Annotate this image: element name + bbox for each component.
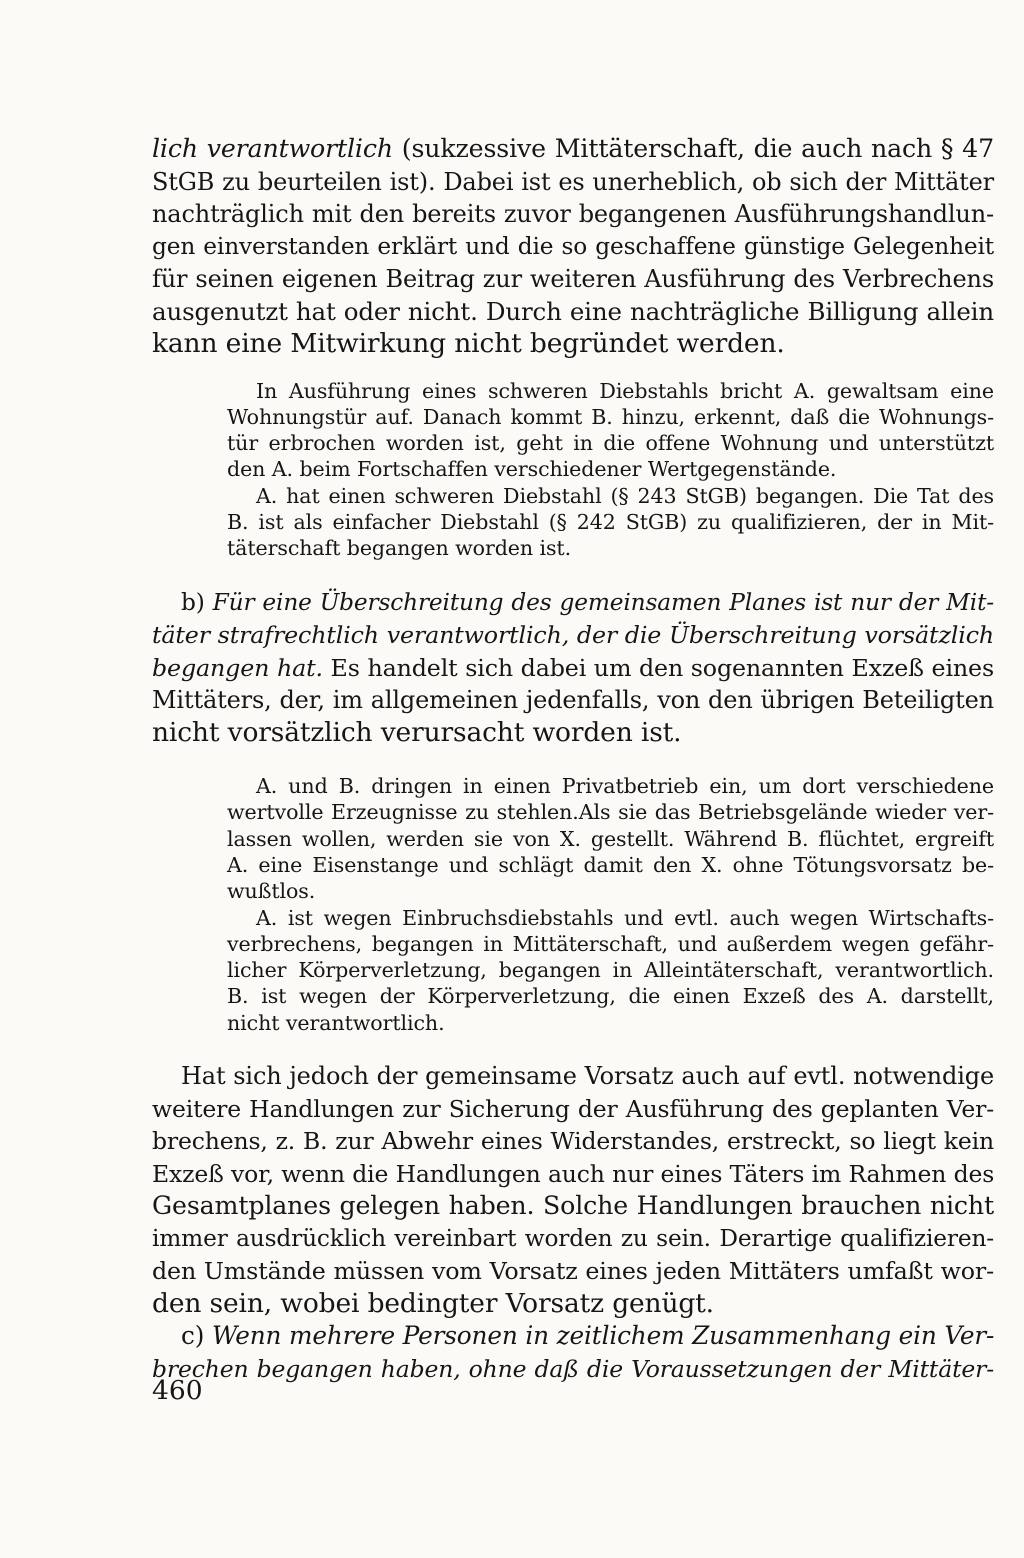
example-1 [227,378,994,562]
italic-phrase: Wenn mehrere Personen in zeitlichem Zusammenhang ein Ver- [211,1321,995,1351]
page-number: 460 [152,1375,203,1406]
example-line: den A. beim Fortschaffen verschiedener Wertgegenstände. [227,457,837,482]
text-line: weitere Handlungen zur Sicherung der Ausführung des geplanten Ver- [152,1094,994,1123]
example-line: In Ausführung eines schweren Diebstahls bricht A. gewaltsam eine [256,378,994,403]
text-line: nicht vorsätzlich verursacht worden ist. [152,716,682,748]
italic-phrase: Für eine Überschreitung des gemeinsamen Planes ist nur der Mit- [212,588,994,616]
paragraph-b [152,587,994,750]
example-line: B. ist wegen der Körperverletzung, die einen Exzeß des A. darstellt, [227,984,994,1009]
text-line: Hat sich jedoch der gemeinsame Vorsatz auch auf evtl. notwendige [181,1062,994,1091]
example-line: B. ist als einfacher Diebstahl (§ 242 StGB) zu qualifizieren, der in Mit- [227,509,994,534]
example-line: A. ist wegen Einbruchsdiebstahls und evtl. auch wegen Wirtschafts- [256,905,994,930]
paragraph-exzess [152,1060,994,1320]
example-line: A. eine Eisenstange und schlägt damit den X. ohne Tötungsvorsatz be- [227,852,994,877]
text-line [152,652,994,685]
example-line: A. und B. dringen in einen Privatbetrieb ein, um dort verschiedene [256,774,994,799]
example-line: täterschaft begangen worden ist. [227,536,572,561]
text-line: gen einverstanden erklärt und die so geschaffene günstige Gelegenheit [152,232,994,260]
paragraph-c [152,1320,994,1385]
text-line [152,1320,994,1353]
example-line: licher Körperverletzung, begangen in Alleintäterschaft, verantwortlich. [227,958,994,983]
text-line: StGB zu beurteilen ist). Dabei ist es unerheblich, ob sich der Mittäter [152,167,994,196]
example-line: nicht verantwortlich. [227,1010,445,1035]
text-line: den Umstände müssen vom Vorsatz eines jeden Mittäters umfaßt wor- [152,1257,994,1286]
example-line: Wohnungstür auf. Danach kommt B. hinzu, erkennt, daß die Wohnungs- [227,404,994,429]
italic-phrase: lich verantwortlich [152,134,393,163]
text-line [152,587,994,620]
list-label: c) [181,1321,212,1351]
text-line: Mittäters, der, im allgemeinen jedenfalls, von den übrigen Beteiligten [152,686,994,715]
text-line: brechens, z. B. zur Abwehr eines Widerstandes, erstreckt, so liegt kein [152,1127,994,1156]
example-line: A. hat einen schweren Diebstahl (§ 243 StGB) begangen. Die Tat des [256,483,994,508]
text-line: täter strafrechtlich verantwortlich, der die Überschreitung vorsätzlich [152,621,994,650]
page-content [152,133,994,1385]
text-line: Exzeß vor, wenn die Handlungen auch nur eines Täters im Rahmen des [152,1159,995,1188]
text-line: ausgenutzt hat oder nicht. Durch eine nachträgliche Billigung allein [152,296,994,326]
text-line [152,133,994,166]
list-label: b) [181,588,213,616]
text-line: nachträglich mit den bereits zuvor begangenen Ausführungshandlun- [152,200,994,228]
example-2 [227,773,994,1036]
italic-phrase: begangen hat. [152,653,323,682]
text-run: (sukzessive Mittäterschaft, die auch nach § 47 [392,134,994,163]
text-line: immer ausdrücklich vereinbart worden zu sein. Derartige qualifizieren- [152,1224,994,1252]
text-line: Gesamtplanes gelegen haben. Solche Handlungen brauchen nicht [152,1191,994,1221]
text-run: Es handelt sich dabei um den sogenannten Exzeß eines [322,653,994,682]
example-line: wußtlos. [227,879,316,904]
example-line: wertvolle Erzeugnisse zu stehlen.Als sie das Betriebsgelände wieder ver- [227,800,994,825]
text-line: kann eine Mitwirkung nicht begründet werden. [152,328,785,359]
text-line: für seinen eigenen Beitrag zur weiteren Ausführung des Verbrechens [152,265,994,293]
text-line: brechen begangen haben, ohne daß die Voraussetzungen der Mittäter- [152,1354,994,1383]
text-line: den sein, wobei bedingter Vorsatz genügt. [152,1287,714,1319]
paragraph-a-continuation [152,133,994,361]
example-line: lassen wollen, werden sie von X. gestellt. Während B. flüchtet, ergreift [227,826,994,851]
example-line: tür erbrochen worden ist, geht in die offene Wohnung und unterstützt [227,431,994,456]
example-line: verbrechens, begangen in Mittäterschaft, und außerdem wegen gefähr- [227,931,994,956]
